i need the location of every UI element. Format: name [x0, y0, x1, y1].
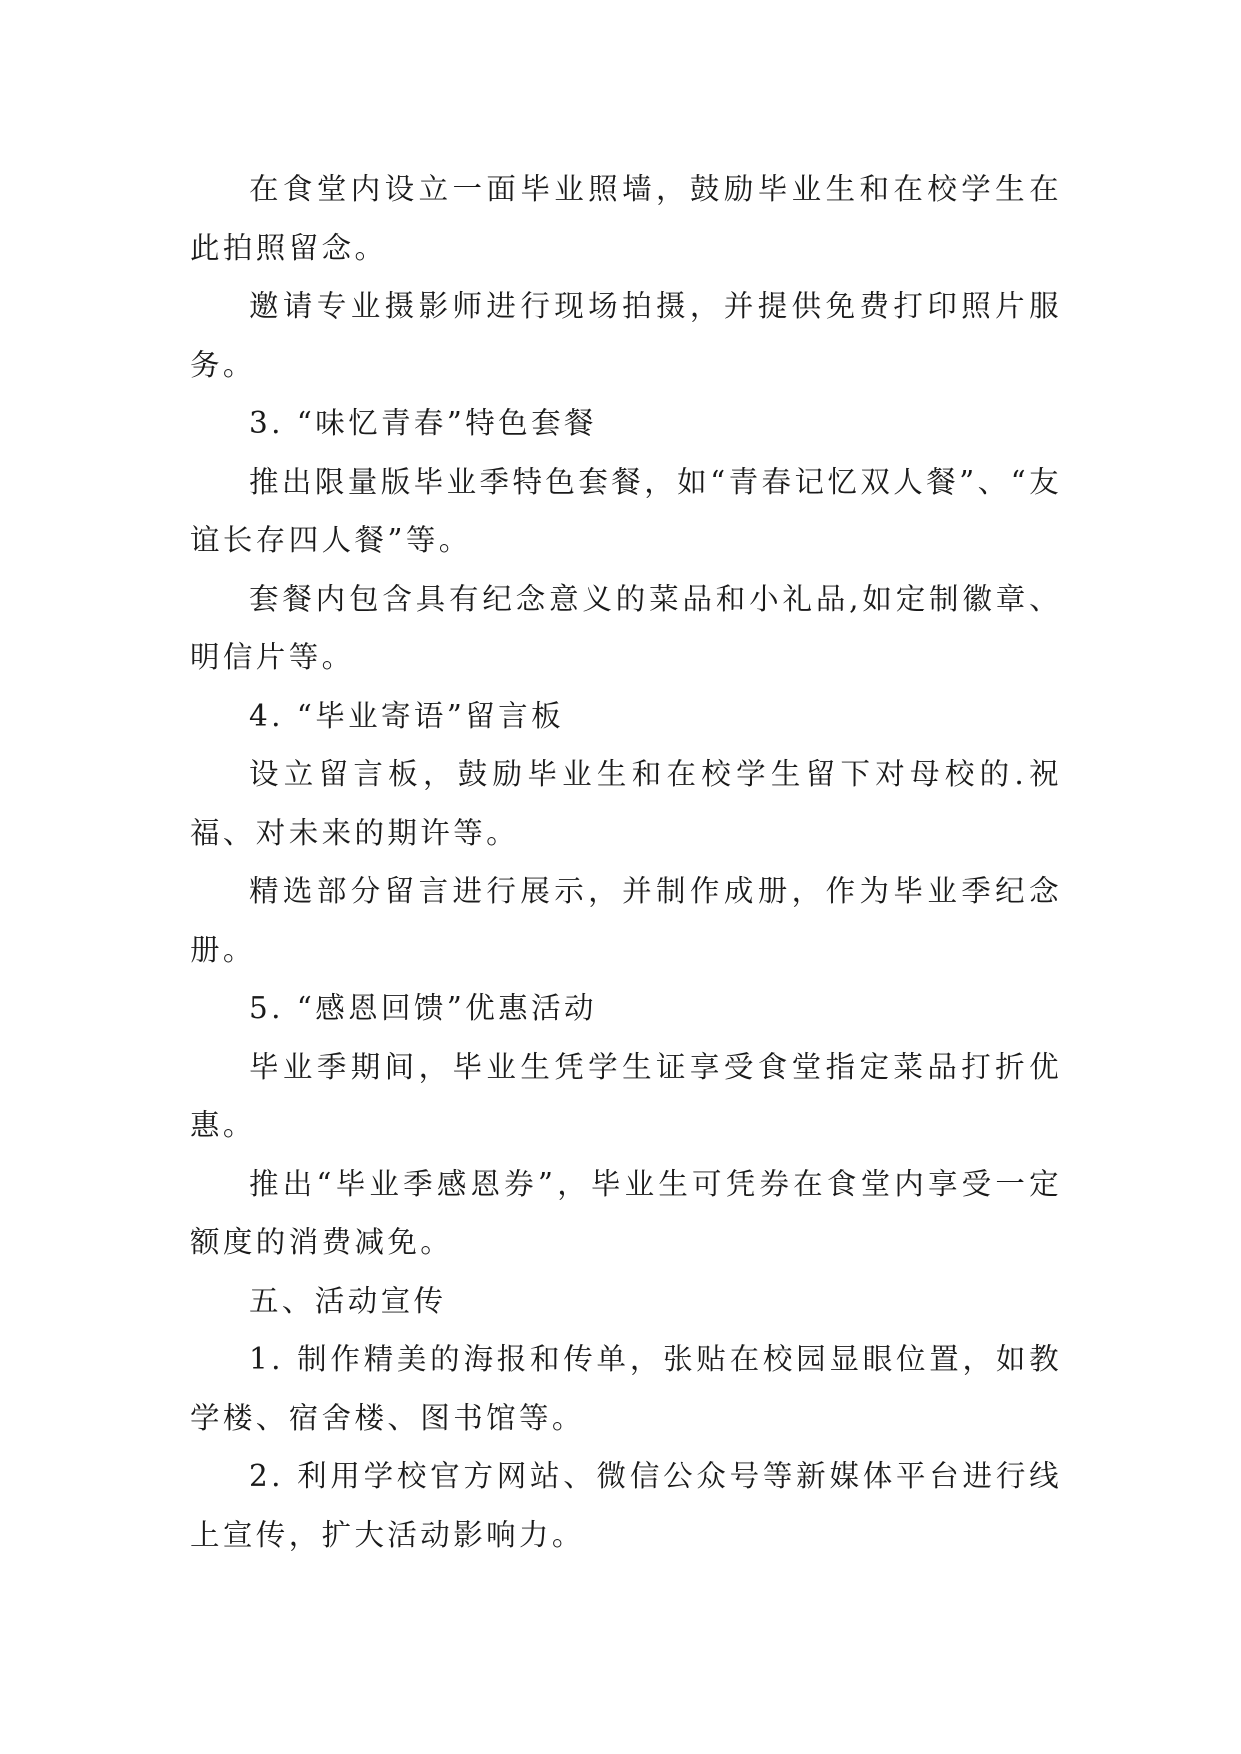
paragraph-online: 2. 利用学校官方网站、微信公众号等新媒体平台进行线上宣传，扩大活动影响力。 — [190, 1459, 1062, 1552]
heading-promotion: 五、活动宣传 — [249, 1283, 447, 1318]
paragraph-limited-meal: 推出限量版毕业季特色套餐，如“青春记忆双人餐”、“友谊长存四人餐”等。 — [190, 464, 1062, 557]
paragraph-photographer: 邀请专业摄影师进行现场拍摄，并提供免费打印照片服务。 — [190, 289, 1062, 382]
document-body — [190, 160, 1062, 1564]
paragraph-meal-gifts: 套餐内包含具有纪念意义的菜品和小礼品,如定制徽章、明信片等。 — [190, 581, 1062, 674]
paragraph-set-board: 设立留言板，鼓励毕业生和在校学生留下对母校的.祝福、对未来的期许等。 — [190, 757, 1062, 850]
paragraph-posters: 1. 制作精美的海报和传单，张贴在校园显眼位置，如教学楼、宿舍楼、图书馆等。 — [190, 1342, 1062, 1435]
heading-special-meal: 3. “味忆青春”特色套餐 — [249, 406, 597, 440]
heading-message-board: 4. “毕业寄语”留言板 — [249, 698, 564, 733]
heading-gratitude-offer: 5. “感恩回馈”优惠活动 — [249, 991, 597, 1025]
paragraph-select-messages: 精选部分留言进行展示，并制作成册，作为毕业季纪念册。 — [190, 874, 1062, 967]
paragraph-coupon: 推出“毕业季感恩券”，毕业生可凭券在食堂内享受一定额度的消费减免。 — [190, 1166, 1062, 1259]
paragraph-discount: 毕业季期间，毕业生凭学生证享受食堂指定菜品打折优惠。 — [190, 1049, 1062, 1142]
paragraph-photo-wall: 在食堂内设立一面毕业照墙，鼓励毕业生和在校学生在此拍照留念。 — [190, 172, 1062, 265]
